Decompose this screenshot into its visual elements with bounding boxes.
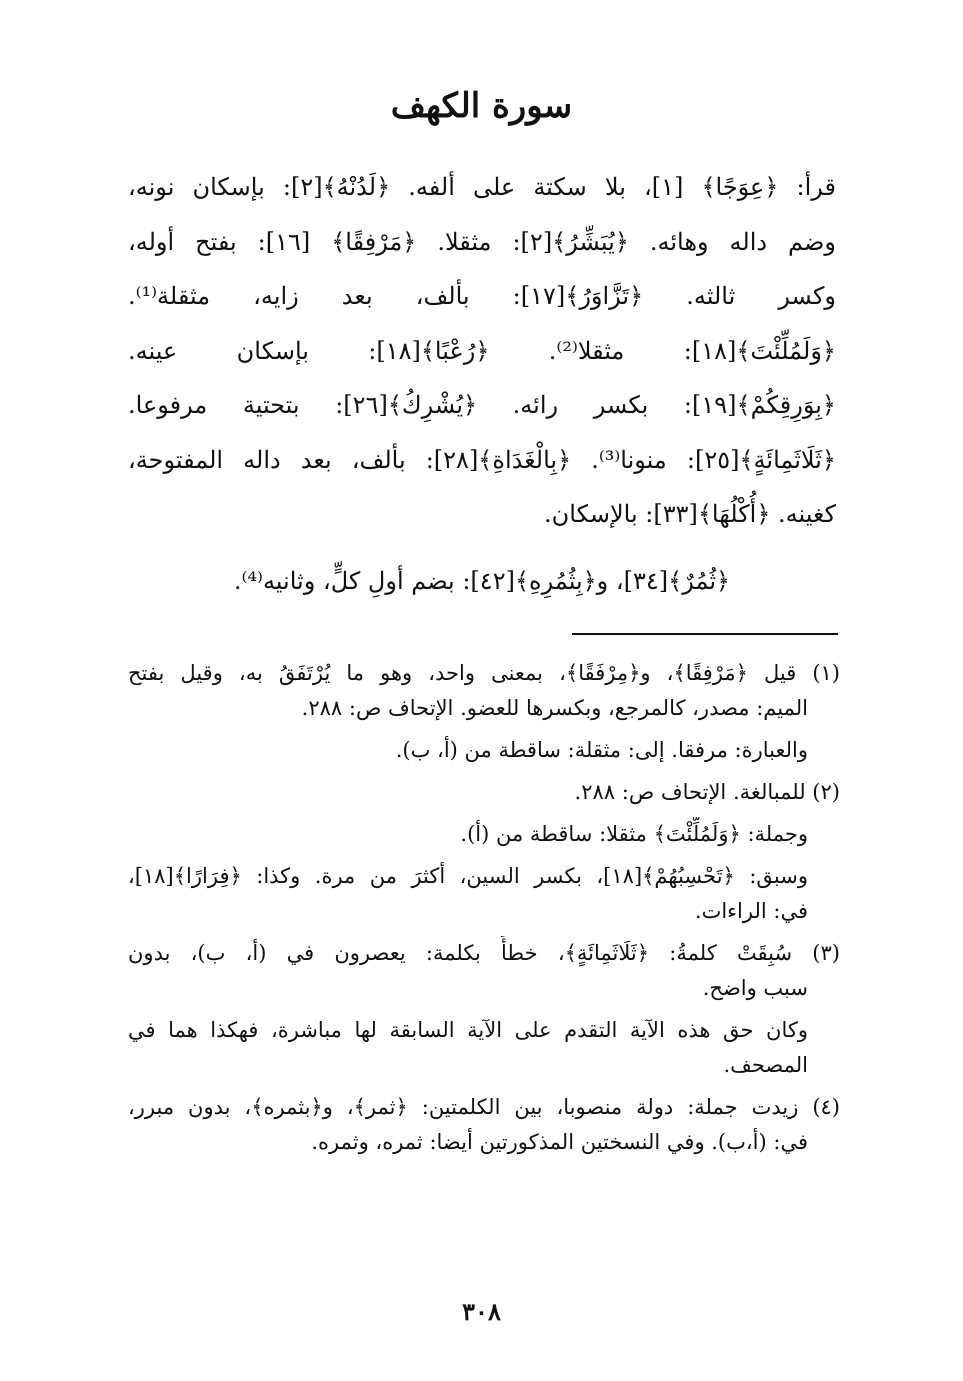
footnote-line: (٤) زيدت جملة: دولة منصوبا، بين الكلمتين: ﴿ثمر﴾، و﴿بثمره﴾، بدون مبرر، [128, 1095, 840, 1119]
footnote-2 [128, 775, 840, 810]
footnote-2-note-a [128, 817, 840, 852]
footnote-4 [128, 1090, 840, 1160]
footnote-1-note [128, 733, 840, 768]
footnote-3-note [128, 1013, 840, 1083]
text-line: ﴿بِوَرِقِكُمْ﴾[١٩]: بكسر رائه. ﴿يُشْرِكُ﴾[٢٦]: بتحتية مرفوعا. [128, 391, 836, 419]
footnote-2-note-b [128, 859, 840, 929]
text-line: قرأ: ﴿عِوَجًا﴾ [١]، بلا سكتة على ألفه. ﴿لَدُنْهُ﴾[٢]: بإسكان نونه، [128, 173, 836, 201]
text-line: ﴿ثَلَاثَمِائَةٍ﴾[٢٥]: منونا⁽³⁾. ﴿بِالْغَدَاةِ﴾[٢٨]: بألف، بعد داله المفتوحة، [128, 445, 836, 474]
footnotes [128, 656, 840, 1167]
footnote-line: (٣) سُبِقَتْ كلمةُ: ﴿ثَلَاثَمِائَةٍ﴾، خطأً بكلمة: يعصرون في (أ، ب)، بدون [128, 941, 840, 965]
main-text [128, 160, 836, 608]
page-number: ٣٠٨ [462, 1297, 501, 1326]
footnote-line: وجملة: ﴿وَلَمُلِّئْتَ﴾ مثقلا: ساقطة من (أ). [460, 822, 808, 846]
footnote-1 [128, 656, 840, 726]
text-line: وكسر ثالثه. ﴿تَزَّاوَرُ﴾[١٧]: بألف، بعد زايه، مثقلة⁽¹⁾. [128, 282, 836, 310]
footnote-line: (٢) للمبالغة. الإتحاف ص: ٢٨٨. [574, 780, 840, 804]
footnote-line: سبب واضح. [702, 976, 808, 1000]
footnote-line: وسبق: ﴿تَحْسِبُهُمْ﴾[١٨]، بكسر السين، أكثرَ من مرة. وكذا: ﴿فِرَارًا﴾[١٨]، [128, 864, 808, 888]
footnote-line: الميم: مصدر، كالمرجع، وبكسرها للعضو. الإتحاف ص: ٢٨٨. [301, 696, 808, 720]
text-line: ﴿وَلَمُلِّئْتَ﴾[١٨]: مثقلا⁽²⁾. ﴿رُعْبًا﴾[١٨]: بإسكان عينه. [128, 336, 836, 365]
text-line: وضم داله وهائه. ﴿يُبَشِّرُ﴾[٢]: مثقلا. ﴿مَرْفِقًا﴾ [١٦]: بفتح أوله، [128, 227, 836, 256]
footnote-3 [128, 936, 840, 1006]
footnote-line: والعبارة: مرفقا. إلى: مثقلة: ساقطة من (أ، ب). [395, 738, 808, 762]
footnote-line: في: الراءات. [694, 899, 808, 923]
footnote-line: وكان حق هذه الآية التقدم على الآية السابقة لها مباشرة، فهكذا هما في [128, 1018, 808, 1042]
footnote-separator [572, 633, 838, 635]
footnote-line: في: (أ،ب). وفي النسختين المذكورتين أيضا: ثمره، وثمره. [311, 1130, 808, 1154]
text-line-centered: ﴿ثُمُرٌ﴾[٣٤]، و﴿بِثُمُرِهِ﴾[٤٢]: بضم أولِ كلٍّ، وثانيه⁽⁴⁾. [233, 566, 731, 595]
footnote-line: (١) قيل ﴿مَرْفِقًا﴾، و﴿مِرْفَقًا﴾، بمعنى واحد، وهو ما يُرْتَفَقُ به، وقيل بفتح [128, 661, 840, 685]
text-line: كغينه. ﴿أُكْلُهَا﴾[٣٣]: بالإسكان. [544, 500, 836, 528]
footnote-line: المصحف. [723, 1053, 808, 1077]
surah-title: سورة الكهف [390, 86, 573, 126]
